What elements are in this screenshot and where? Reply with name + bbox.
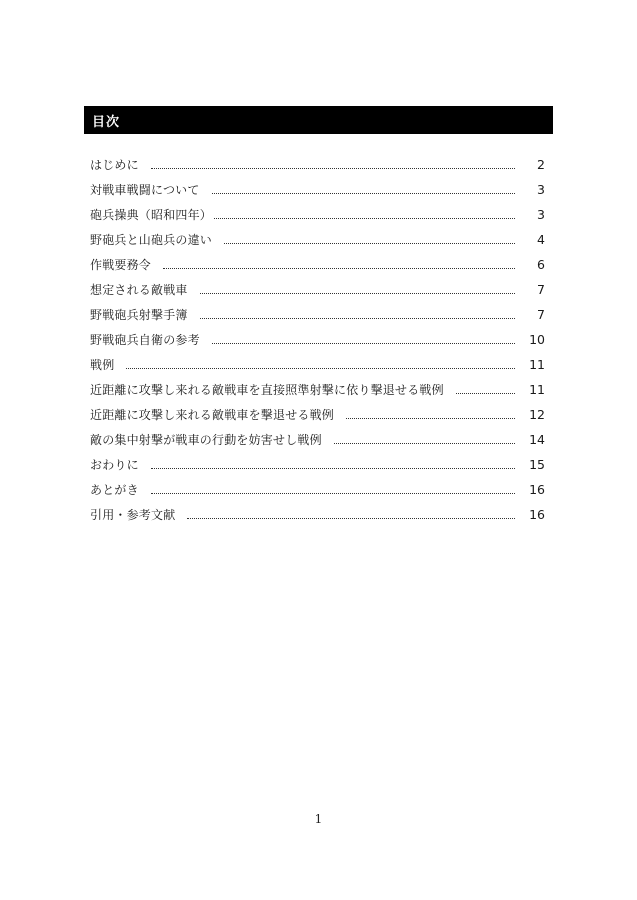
toc-entry[interactable] [90,231,545,256]
toc-entry[interactable] [90,331,545,356]
toc-dot-leader [151,168,515,169]
toc-entry-label: あとがき [90,483,139,497]
toc-entry-page: 7 [537,282,545,297]
toc-entry-page: 4 [537,232,545,247]
toc-entry-label: 砲兵操典（昭和四年） [90,208,213,222]
toc-entry-label: 想定される敵戦車 [90,283,188,297]
toc-entry[interactable] [90,481,545,506]
toc-entry-page: 15 [529,457,545,472]
toc-entry[interactable] [90,206,545,231]
toc-entry-label: はじめに [90,158,139,172]
table-of-contents [90,156,545,531]
toc-entry-page: 2 [537,157,545,172]
toc-entry[interactable] [90,356,545,381]
toc-entry-label: 野戦砲兵射撃手簿 [90,308,188,322]
toc-dot-leader [212,343,515,344]
toc-entry-page: 10 [529,332,545,347]
toc-entry-page: 6 [537,257,545,272]
toc-header-bar [84,106,553,134]
toc-entry-page: 12 [529,407,545,422]
toc-entry-label: 戦例 [90,358,115,372]
toc-dot-leader [163,268,515,269]
toc-entry-label: 野砲兵と山砲兵の違い [90,233,213,247]
toc-dot-leader [334,443,515,444]
toc-entry-label: 敵の集中射撃が戦車の行動を妨害せし戦例 [90,433,322,447]
toc-dot-leader [456,393,515,394]
toc-dot-leader [346,418,515,419]
toc-entry[interactable] [90,456,545,481]
toc-entry-label: 作戦要務令 [90,258,152,272]
toc-entry[interactable] [90,431,545,456]
toc-entry-label: おわりに [90,458,139,472]
toc-entry[interactable] [90,406,545,431]
toc-entry-label: 近距離に攻撃し来れる敵戦車を直接照準射撃に依り撃退せる戦例 [90,383,444,397]
toc-dot-leader [212,193,515,194]
toc-entry-page: 11 [529,357,545,372]
toc-dot-leader [200,318,515,319]
toc-entry[interactable] [90,156,545,181]
toc-entry[interactable] [90,306,545,331]
toc-dot-leader [151,468,515,469]
toc-entry-page: 16 [529,482,545,497]
toc-entry-page: 14 [529,432,545,447]
toc-dot-leader [187,518,515,519]
toc-entry-label: 野戦砲兵自衛の参考 [90,333,200,347]
toc-entry-page: 16 [529,507,545,522]
toc-dot-leader [200,293,515,294]
toc-dot-leader [214,218,515,219]
toc-entry[interactable] [90,281,545,306]
toc-dot-leader [224,243,515,244]
toc-entry-label: 引用・参考文献 [90,508,176,522]
toc-dot-leader [126,368,515,369]
toc-entry[interactable] [90,506,545,531]
toc-entry-page: 3 [537,207,545,222]
toc-entry[interactable] [90,256,545,281]
page-number: 1 [314,812,323,826]
toc-entry-label: 対戦車戦闘について [90,183,200,197]
toc-entry-page: 11 [529,382,545,397]
toc-title: 目次 [92,114,121,130]
toc-entry[interactable] [90,381,545,406]
toc-entry[interactable] [90,181,545,206]
toc-entry-page: 3 [537,182,545,197]
toc-entry-page: 7 [537,307,545,322]
toc-dot-leader [151,493,515,494]
toc-entry-label: 近距離に攻撃し来れる敵戦車を撃退せる戦例 [90,408,335,422]
